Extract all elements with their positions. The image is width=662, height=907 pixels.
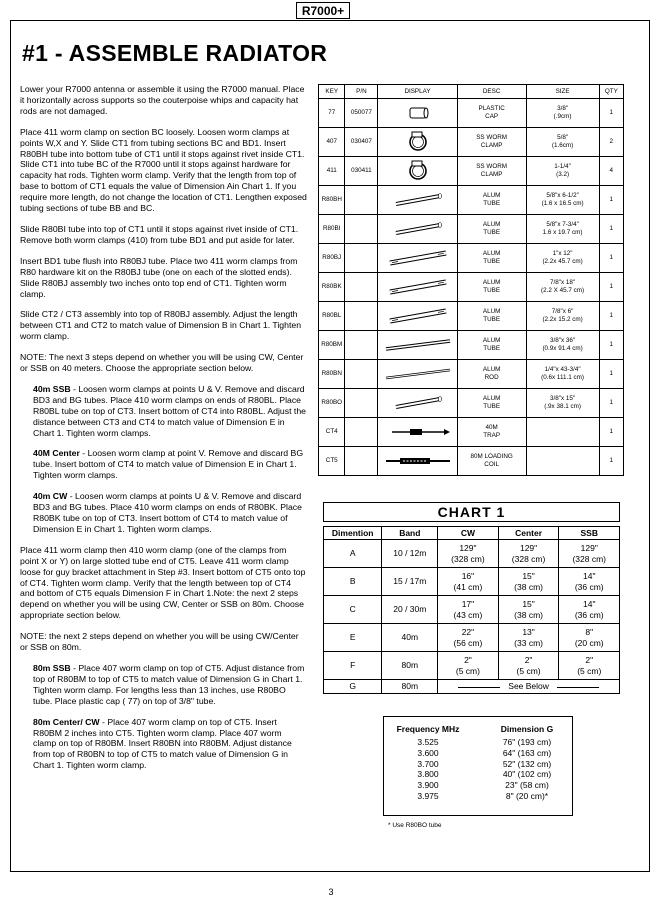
parts-col-header: DESC bbox=[457, 85, 526, 99]
frequency-header: Frequency MHz bbox=[396, 724, 460, 734]
dimension-g-value: 64" (163 cm) bbox=[502, 747, 552, 758]
part-size-line1: 3/8"x 15" bbox=[550, 395, 576, 402]
instruction-paragraph bbox=[33, 491, 307, 535]
chart1-center-inches: 15" bbox=[522, 570, 535, 581]
part-display bbox=[378, 244, 457, 273]
footnote: * Use R80BO tube bbox=[388, 822, 442, 829]
instruction-text: Place 411 worm clamp then 410 worm clamp (one of the clamps from point X or Y) on large slotted tube end of CT5. Leave 411 worm clamp loose for guy bracket attachment in Step #3. Insert bottom of CT5 onto top of CT4. Tighten worm clamp. Verify that the length between top of CT4 and bottom of CT5 equals Dimension F in Chart 1.Note: the next 2 steps depend on whether you will be using CW, Center or SSB on 80m. Choose appropriate section below. bbox=[20, 544, 306, 621]
chart1-center bbox=[498, 596, 559, 624]
instruction-lead: 40m CW bbox=[33, 491, 68, 502]
part-display bbox=[378, 186, 457, 215]
instruction-paragraph bbox=[33, 448, 307, 481]
part-desc-line1: ALUM bbox=[482, 192, 501, 199]
instruction-paragraph bbox=[20, 309, 307, 342]
part-display bbox=[378, 360, 457, 389]
chart1-band: 80m bbox=[382, 652, 438, 680]
instruction-text: - Loosen worm clamps at points U & V. Remove and discard BD3 and BG tubes. Place 410 worm clamps on ends of R80BL. Place R80BL tube on top of CT3. Insert bottom of CT4 into R80BL. Adjust the distance between CT3 and CT4 to match value of Dimension E in Chart 1. Tighten worm clamps. bbox=[33, 383, 307, 438]
model-tag: R7000+ bbox=[296, 2, 350, 19]
dimension-g-value: 52" (132 cm) bbox=[502, 758, 552, 769]
chart1-center-cm: (38 cm) bbox=[514, 581, 543, 592]
loading-coil-icon bbox=[378, 450, 456, 472]
part-size-line2: (0.9x 91.4 cm) bbox=[542, 345, 583, 352]
part-number: 030407 bbox=[345, 128, 378, 157]
part-size bbox=[526, 331, 599, 360]
chart1-cw-cm: (43 cm) bbox=[453, 609, 483, 620]
part-desc-line1: PLASTIC bbox=[478, 105, 505, 112]
chart1-band: 15 / 17m bbox=[382, 568, 438, 596]
part-size-line1: 5/8" bbox=[557, 134, 569, 141]
chart1-cw-cm: (41 cm) bbox=[453, 581, 483, 592]
part-qty: 1 bbox=[599, 447, 623, 476]
part-size bbox=[526, 360, 599, 389]
chart1-ssb bbox=[559, 540, 620, 568]
part-desc-line1: 40M bbox=[485, 424, 498, 431]
part-desc-line2: TUBE bbox=[483, 200, 501, 207]
chart1-cw-inches: 16" bbox=[461, 570, 475, 581]
dimension-g-value: 23" (58 cm) bbox=[505, 780, 549, 791]
part-number bbox=[345, 331, 378, 360]
table-row bbox=[319, 360, 624, 389]
chart1-see-below-cell bbox=[438, 680, 620, 694]
table-row bbox=[324, 652, 620, 680]
instruction-paragraph bbox=[33, 384, 307, 439]
chart1-ssb-cm: (20 cm) bbox=[574, 637, 604, 648]
chart1-center-inches: 15" bbox=[522, 598, 535, 609]
part-number bbox=[345, 447, 378, 476]
part-key: R80BL bbox=[319, 302, 345, 331]
chart1-col-header: Band bbox=[382, 527, 438, 540]
chart1-ssb-cm: (36 cm) bbox=[574, 581, 604, 592]
dimension-g-header: Dimension G bbox=[500, 724, 554, 734]
chart1-ssb-cm: (328 cm) bbox=[572, 553, 607, 564]
part-key: CT4 bbox=[319, 418, 345, 447]
chart1-cw-cm: (328 cm) bbox=[451, 553, 485, 564]
frequency-value: 3.700 bbox=[417, 758, 439, 769]
instruction-text: - Place 407 worm clamp on top of CT5. Insert R80BM 2 inches into CT5. Tighten worm clamp. Place 407 worm clamp on top of R80BM. Insert R80BN into R80BM. Adjust distance from top of R80BN to top of CT5 to match value of Dimension G in Chart 1. Tighten worm clamp. bbox=[33, 716, 292, 771]
chart1-ssb bbox=[559, 596, 620, 624]
chart1-center-inches: 13" bbox=[522, 626, 535, 637]
part-desc-line1: SS WORM bbox=[476, 163, 508, 170]
chart1-col-header: SSB bbox=[559, 527, 620, 540]
table-row bbox=[319, 447, 624, 476]
part-display bbox=[378, 418, 457, 447]
part-display bbox=[378, 157, 457, 186]
part-desc-line1: ALUM bbox=[482, 366, 501, 373]
chart1-center bbox=[498, 652, 559, 680]
table-row bbox=[319, 418, 624, 447]
part-size bbox=[526, 215, 599, 244]
part-desc-line2: TUBE bbox=[483, 287, 501, 294]
part-size bbox=[526, 389, 599, 418]
part-number bbox=[345, 215, 378, 244]
part-desc bbox=[457, 331, 526, 360]
part-size-line2: (.9x 38.1 cm) bbox=[544, 403, 581, 410]
chart1-band: 80m bbox=[382, 680, 438, 694]
table-row bbox=[319, 215, 624, 244]
table-row bbox=[324, 540, 620, 568]
table-row bbox=[319, 273, 624, 302]
frequency-dimension-g-table bbox=[383, 716, 573, 816]
chart1-dimension: G bbox=[324, 680, 382, 694]
part-key: R80BH bbox=[319, 186, 345, 215]
part-desc-line1: ALUM bbox=[482, 308, 501, 315]
part-desc-line1: SS WORM bbox=[476, 134, 508, 141]
instruction-lead: 80m SSB bbox=[33, 662, 71, 673]
chart1-cw bbox=[438, 596, 498, 624]
chart1-ssb-inches: 14" bbox=[583, 598, 596, 609]
part-size-line1: 7/8"x 6" bbox=[551, 308, 574, 315]
part-size bbox=[526, 447, 599, 476]
instruction-text: - Loosen worm clamp at point V. Remove and discard BG tube. Insert bottom of CT4 to match value of Dimension E in Chart 1. Tighten worm clamps. bbox=[33, 448, 304, 481]
chart1-band: 10 / 12m bbox=[382, 540, 438, 568]
chart1-cw-cm: (5 cm) bbox=[455, 665, 480, 676]
part-desc bbox=[457, 360, 526, 389]
part-desc-line2: TUBE bbox=[483, 229, 501, 236]
parts-col-header: P/N bbox=[345, 85, 378, 99]
part-key: 411 bbox=[319, 157, 345, 186]
part-number bbox=[345, 418, 378, 447]
part-display bbox=[378, 389, 457, 418]
part-size-line2: (2.2x 45.7 cm) bbox=[542, 258, 583, 265]
part-desc-line1: ALUM bbox=[482, 395, 501, 402]
part-key: R80BN bbox=[319, 360, 345, 389]
part-size-line1: 3/8" bbox=[557, 105, 569, 112]
part-desc-line2: COIL bbox=[484, 461, 499, 468]
part-key: 407 bbox=[319, 128, 345, 157]
part-desc-line2: TRAP bbox=[483, 432, 501, 439]
part-qty: 1 bbox=[599, 273, 623, 302]
table-row bbox=[324, 680, 620, 694]
chart1-cw-cm: (56 cm) bbox=[453, 637, 483, 648]
instruction-lead: 40m SSB bbox=[33, 383, 71, 394]
parts-col-header: DISPLAY bbox=[378, 85, 457, 99]
part-display bbox=[378, 99, 457, 128]
part-qty: 1 bbox=[599, 389, 623, 418]
part-number bbox=[345, 302, 378, 331]
parts-col-header: SIZE bbox=[526, 85, 599, 99]
worm-clamp-icon bbox=[378, 160, 456, 182]
instruction-paragraph bbox=[20, 127, 307, 214]
chart1-col-header: Center bbox=[498, 527, 559, 540]
part-desc-line2: CAP bbox=[485, 113, 499, 120]
instruction-text: Insert BD1 tube flush into R80BJ tube. Place two 411 worm clamps from R80 hardware kit on the R80BJ tube (one on each of the slotted ends). Slide R80BJ assembly two inches onto top end of CT1. Tighten worm clamp. bbox=[20, 255, 298, 299]
part-size bbox=[526, 186, 599, 215]
instruction-text: NOTE: the next 2 steps depend on whether you will be using CW/Center or SSB on 80m. bbox=[20, 631, 299, 653]
part-size bbox=[526, 157, 599, 186]
part-size-line2: (.9cm) bbox=[553, 113, 572, 120]
part-key: 77 bbox=[319, 99, 345, 128]
parts-table bbox=[318, 84, 624, 476]
slotted-tube-icon bbox=[378, 305, 456, 327]
part-number bbox=[345, 244, 378, 273]
part-number bbox=[345, 389, 378, 418]
part-size-line2: (0.6x 111.1 cm) bbox=[541, 374, 584, 381]
worm-clamp-icon bbox=[378, 131, 456, 153]
parts-table-header bbox=[319, 85, 624, 99]
part-key: CT5 bbox=[319, 447, 345, 476]
part-display bbox=[378, 215, 457, 244]
part-desc-line1: ALUM bbox=[482, 250, 501, 257]
part-size-line1: 7/8"x 18" bbox=[550, 279, 576, 286]
slotted-tube-icon bbox=[378, 276, 456, 298]
table-row bbox=[319, 186, 624, 215]
part-size bbox=[526, 99, 599, 128]
table-row bbox=[319, 99, 624, 128]
part-display bbox=[378, 447, 457, 476]
part-desc bbox=[457, 273, 526, 302]
part-desc bbox=[457, 157, 526, 186]
part-qty: 1 bbox=[599, 186, 623, 215]
chart1-band: 20 / 30m bbox=[382, 596, 438, 624]
part-desc-line1: ALUM bbox=[482, 221, 501, 228]
chart1-center bbox=[498, 624, 559, 652]
chart1-ssb bbox=[559, 652, 620, 680]
chart1-col-header: CW bbox=[438, 527, 498, 540]
part-qty: 1 bbox=[599, 244, 623, 273]
instruction-paragraph bbox=[20, 631, 307, 653]
part-desc bbox=[457, 244, 526, 273]
instruction-paragraph bbox=[33, 717, 307, 772]
instruction-paragraph bbox=[20, 352, 307, 374]
long-tube-icon bbox=[378, 334, 456, 356]
table-row bbox=[319, 302, 624, 331]
frequency-value: 3.525 bbox=[417, 737, 439, 747]
instruction-text: - Place 407 worm clamp on top of CT5. Adjust distance from top of R80BM to top of CT5 to match value of Dimension G in Chart 1. Tighten worm clamp. For lengths less than 13 inches, use R80BO tube. Place plastic cap ( 77) on top of 3/8" tube. bbox=[33, 662, 305, 706]
frequency-value: 3.900 bbox=[417, 780, 439, 791]
chart1-ssb-inches: 14" bbox=[583, 570, 596, 581]
chart1-ssb-inches: 2" bbox=[585, 654, 594, 665]
table-row bbox=[319, 128, 624, 157]
part-size bbox=[526, 244, 599, 273]
page-title: #1 - ASSEMBLE RADIATOR bbox=[22, 40, 328, 66]
chart1-col-header: Dimention bbox=[324, 527, 382, 540]
part-key: R80BI bbox=[319, 215, 345, 244]
instruction-paragraph bbox=[20, 256, 307, 300]
table-row bbox=[319, 331, 624, 360]
part-desc bbox=[457, 389, 526, 418]
frequency-value: 3.600 bbox=[417, 747, 439, 758]
instruction-paragraph bbox=[20, 545, 307, 621]
chart1-dimension: B bbox=[324, 568, 382, 596]
part-desc-line1: 80M LOADING bbox=[470, 453, 513, 460]
chart1-band: 40m bbox=[382, 624, 438, 652]
part-qty: 1 bbox=[599, 331, 623, 360]
parts-col-header: KEY bbox=[319, 85, 345, 99]
part-size-line1: 3/8"x 36" bbox=[550, 337, 576, 344]
chart1-center-cm: (328 cm) bbox=[511, 553, 546, 564]
part-qty: 1 bbox=[599, 418, 623, 447]
part-size-line1: 1"x 12" bbox=[552, 250, 573, 257]
tube-icon bbox=[378, 218, 456, 240]
table-row bbox=[319, 157, 624, 186]
part-size-line2: (1.6cm) bbox=[551, 142, 574, 149]
chart1-cw-inches: 22" bbox=[461, 626, 475, 637]
part-desc bbox=[457, 418, 526, 447]
chart1-center-cm: (5 cm) bbox=[516, 665, 541, 676]
part-number bbox=[345, 360, 378, 389]
chart1-center-inches: 2" bbox=[524, 654, 533, 665]
chart1-center bbox=[498, 540, 559, 568]
instruction-text: - Loosen worm clamps at points U & V. Remove and discard BD3 and BG tubes. Place 410 worm clamps on ends of R80BK. Place R80BK tube on top of CT3. Insert bottom of CT4 to match value of Dimension E in Chart 1. Tighten worm clamps. bbox=[33, 491, 302, 534]
part-desc-line2: TUBE bbox=[483, 403, 501, 410]
part-desc-line2: TUBE bbox=[483, 345, 501, 352]
instruction-paragraph bbox=[20, 224, 307, 246]
part-desc-line2: ROD bbox=[484, 374, 499, 381]
chart1-center-cm: (33 cm) bbox=[514, 637, 543, 648]
part-size bbox=[526, 418, 599, 447]
chart1-ssb bbox=[559, 624, 620, 652]
part-desc bbox=[457, 128, 526, 157]
chart1-dimension: A bbox=[324, 540, 382, 568]
part-desc bbox=[457, 99, 526, 128]
chart1-ssb bbox=[559, 568, 620, 596]
part-display bbox=[378, 331, 457, 360]
part-size-line1: 1/4"x 43-3/4" bbox=[544, 366, 581, 373]
part-number: 050077 bbox=[345, 99, 378, 128]
instruction-text: Place 411 worm clamp on section BC loosely. Loosen worm clamps at points W,X and Y. Slide CT1 from tubing sections BC and BD1. Insert R80BH tube into bottom tube of CT1 until it stops against rivet inside CT1. Slide CT1 into tube BC of the R7000 until it stops against hardware for capacity hat rods. Tighten worm clamp. Verify that the length from top of base to bottom of CT1 equals the value of Dimension Ain Chart 1. If you require more length, do not change the location of CT1. Lengthen exposed tubing sections of tube BB and BC. bbox=[20, 126, 307, 214]
trap-icon bbox=[378, 421, 456, 443]
part-key: R80BK bbox=[319, 273, 345, 302]
part-qty: 1 bbox=[599, 360, 623, 389]
table-row bbox=[324, 596, 620, 624]
part-desc bbox=[457, 447, 526, 476]
chart1-ssb-cm: (36 cm) bbox=[574, 609, 604, 620]
part-size-line2: (2.2x 15.2 cm) bbox=[542, 316, 583, 323]
part-display bbox=[378, 128, 457, 157]
chart1-center-inches: 129" bbox=[519, 542, 538, 553]
instructions-column bbox=[20, 84, 307, 781]
chart1-cw bbox=[438, 540, 498, 568]
slotted-tube-icon bbox=[378, 247, 456, 269]
table-row bbox=[324, 568, 620, 596]
table-row bbox=[324, 624, 620, 652]
table-row bbox=[319, 389, 624, 418]
chart1-ssb-inches: 8" bbox=[585, 626, 594, 637]
part-desc-line1: ALUM bbox=[482, 337, 501, 344]
part-key: R80BO bbox=[319, 389, 345, 418]
part-desc bbox=[457, 186, 526, 215]
chart1-ssb-inches: 129" bbox=[580, 542, 598, 553]
part-qty: 2 bbox=[599, 128, 623, 157]
part-size bbox=[526, 302, 599, 331]
part-size-line2: (2.2 X 45.7 cm) bbox=[541, 287, 585, 294]
chart1-dimension: E bbox=[324, 624, 382, 652]
part-desc bbox=[457, 302, 526, 331]
tube-icon bbox=[378, 189, 456, 211]
dimension-g-value: 40" (102 cm) bbox=[502, 769, 552, 780]
part-desc-line2: TUBE bbox=[483, 258, 501, 265]
part-size-line1: 5/8"x 7-3/4" bbox=[546, 221, 579, 228]
part-size-line2: (3.2) bbox=[556, 171, 570, 178]
see-below-note: See Below bbox=[500, 681, 557, 692]
chart1-table bbox=[323, 526, 620, 694]
rod-icon bbox=[378, 363, 456, 385]
dimension-g-value: 8" (20 cm)* bbox=[505, 791, 549, 801]
part-qty: 4 bbox=[599, 157, 623, 186]
chart1-cw bbox=[438, 624, 498, 652]
page-number: 3 bbox=[328, 887, 334, 897]
frequency-value: 3.975 bbox=[417, 791, 439, 801]
chart1-ssb-cm: (5 cm) bbox=[577, 665, 602, 676]
plastic-cap-icon bbox=[378, 102, 456, 124]
part-desc bbox=[457, 215, 526, 244]
tube-icon bbox=[378, 392, 456, 414]
chart1-cw-inches: 17" bbox=[461, 598, 475, 609]
part-number bbox=[345, 273, 378, 302]
part-display bbox=[378, 273, 457, 302]
chart1-dimension: F bbox=[324, 652, 382, 680]
part-size bbox=[526, 273, 599, 302]
instruction-text: Lower your R7000 antenna or assemble it using the R7000 manual. Place it horizontally across supports so the couterpoise whips and capacity hat rods are not damaged. bbox=[20, 84, 305, 116]
part-desc-line1: ALUM bbox=[482, 279, 501, 286]
instruction-lead: 40M Center bbox=[33, 448, 80, 459]
part-key: R80BJ bbox=[319, 244, 345, 273]
part-size-line2: (1.6 x 16.5 cm) bbox=[541, 200, 584, 207]
chart1-center-cm: (38 cm) bbox=[514, 609, 543, 620]
part-qty: 1 bbox=[599, 99, 623, 128]
dimension-g-value: 76" (193 cm) bbox=[502, 737, 552, 747]
chart1-title: CHART 1 bbox=[323, 502, 620, 522]
part-size-line2: 1.6 x 19.7 cm) bbox=[542, 229, 583, 236]
part-size-line1: 1-1/4" bbox=[554, 163, 571, 170]
part-desc-line2: CLAMP bbox=[480, 142, 503, 149]
part-number bbox=[345, 186, 378, 215]
instruction-text: Slide CT2 / CT3 assembly into top of R80BJ assembly. Adjust the length between CT1 and CT2 to match value of Dimension B in Chart 1. Tighten worm clamp. bbox=[20, 309, 302, 342]
part-size-line1: 5/8"x 6-1/2" bbox=[546, 192, 579, 199]
frequency-value: 3.800 bbox=[417, 769, 439, 780]
part-desc-line2: CLAMP bbox=[480, 171, 503, 178]
part-display bbox=[378, 302, 457, 331]
chart1-center bbox=[498, 568, 559, 596]
part-number: 030411 bbox=[345, 157, 378, 186]
chart1-cw-inches: 2" bbox=[464, 654, 472, 665]
instruction-lead: 80m Center/ CW bbox=[33, 716, 100, 727]
instruction-text: Slide R80BI tube into top of CT1 until it stops against rivet inside of CT1. Remove both worm clamps (410) from tube BD1 and put aside for later. bbox=[20, 223, 299, 245]
instruction-paragraph bbox=[20, 84, 307, 117]
instruction-paragraph bbox=[33, 663, 307, 707]
table-row bbox=[319, 244, 624, 273]
part-qty: 1 bbox=[599, 215, 623, 244]
chart1-cw-inches: 129" bbox=[459, 542, 477, 553]
instruction-text: NOTE: The next 3 steps depend on whether you will be using CW, Center or SSB on 40 meters. Choose the appropriate section below. bbox=[20, 352, 304, 374]
part-qty: 1 bbox=[599, 302, 623, 331]
part-desc-line2: TUBE bbox=[483, 316, 501, 323]
chart1-cw bbox=[438, 568, 498, 596]
chart1-dimension: C bbox=[324, 596, 382, 624]
parts-col-header: QTY bbox=[599, 85, 623, 99]
part-size bbox=[526, 128, 599, 157]
chart1-cw bbox=[438, 652, 498, 680]
part-key: R80BM bbox=[319, 331, 345, 360]
